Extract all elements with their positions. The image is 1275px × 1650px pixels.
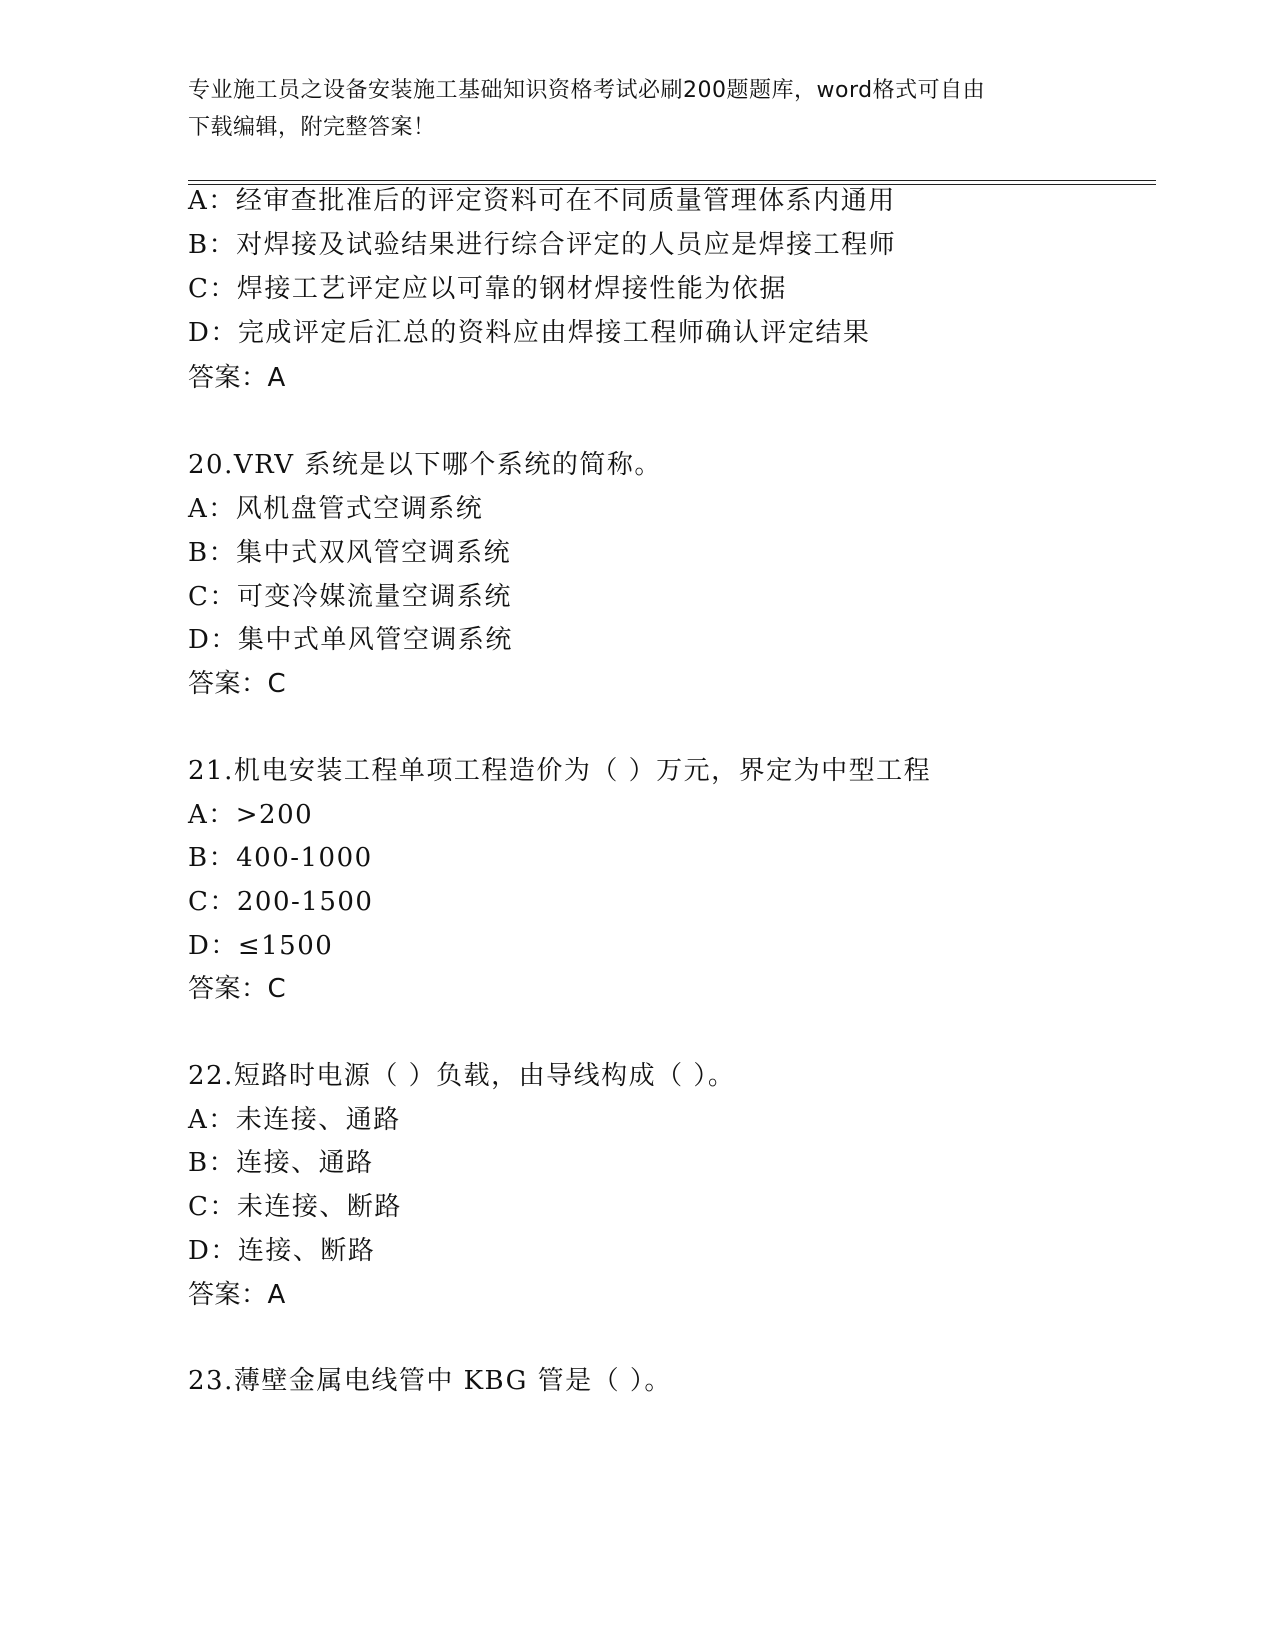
- q21-option-d: D：≤1500: [188, 931, 334, 961]
- q22-option-b: B：连接、通路: [188, 1148, 374, 1178]
- document-header: [188, 72, 1088, 146]
- q23-question: 23.薄壁金属电线管中 KBG 管是（ ）。: [188, 1366, 672, 1396]
- q22-option-a: A：未连接、通路: [188, 1105, 401, 1135]
- q20-answer: 答案：C: [188, 669, 287, 699]
- q20-option-b: B：集中式双风管空调系统: [188, 538, 512, 568]
- q19-answer: 答案：A: [188, 363, 286, 393]
- q19-option-b: B：对焊接及试验结果进行综合评定的人员应是焊接工程师: [188, 230, 897, 260]
- q21-option-b: B：400-1000: [188, 843, 373, 873]
- q21-option-a: A：>200: [188, 800, 314, 830]
- q19-option-d: D：完成评定后汇总的资料应由焊接工程师确认评定结果: [188, 318, 871, 348]
- q21-answer: 答案：C: [188, 974, 287, 1004]
- q22-question: 22.短路时电源（ ）负载，由导线构成（ ）。: [188, 1061, 736, 1091]
- q21-option-c: C：200-1500: [188, 887, 374, 917]
- q22-answer: 答案：A: [188, 1280, 286, 1310]
- q20-option-d: D：集中式单风管空调系统: [188, 625, 513, 655]
- header-title-line2: 下载编辑，附完整答案！: [188, 115, 436, 140]
- q22-option-c: C：未连接、断路: [188, 1192, 402, 1222]
- q20-option-c: C：可变冷媒流量空调系统: [188, 582, 512, 612]
- q22-option-d: D：连接、断路: [188, 1236, 376, 1266]
- header-title-line1: 专业施工员之设备安装施工基础知识资格考试必刷200题题库，word格式可自由: [188, 78, 986, 103]
- q19-option-c: C：焊接工艺评定应以可靠的钢材焊接性能为依据: [188, 274, 787, 304]
- q20-question: 20.VRV 系统是以下哪个系统的简称。: [188, 450, 662, 480]
- q20-option-a: A：风机盘管式空调系统: [188, 494, 484, 524]
- q21-question: 21.机电安装工程单项工程造价为（ ）万元，界定为中型工程: [188, 756, 932, 786]
- q19-option-a: A：经审查批准后的评定资料可在不同质量管理体系内通用: [188, 186, 896, 216]
